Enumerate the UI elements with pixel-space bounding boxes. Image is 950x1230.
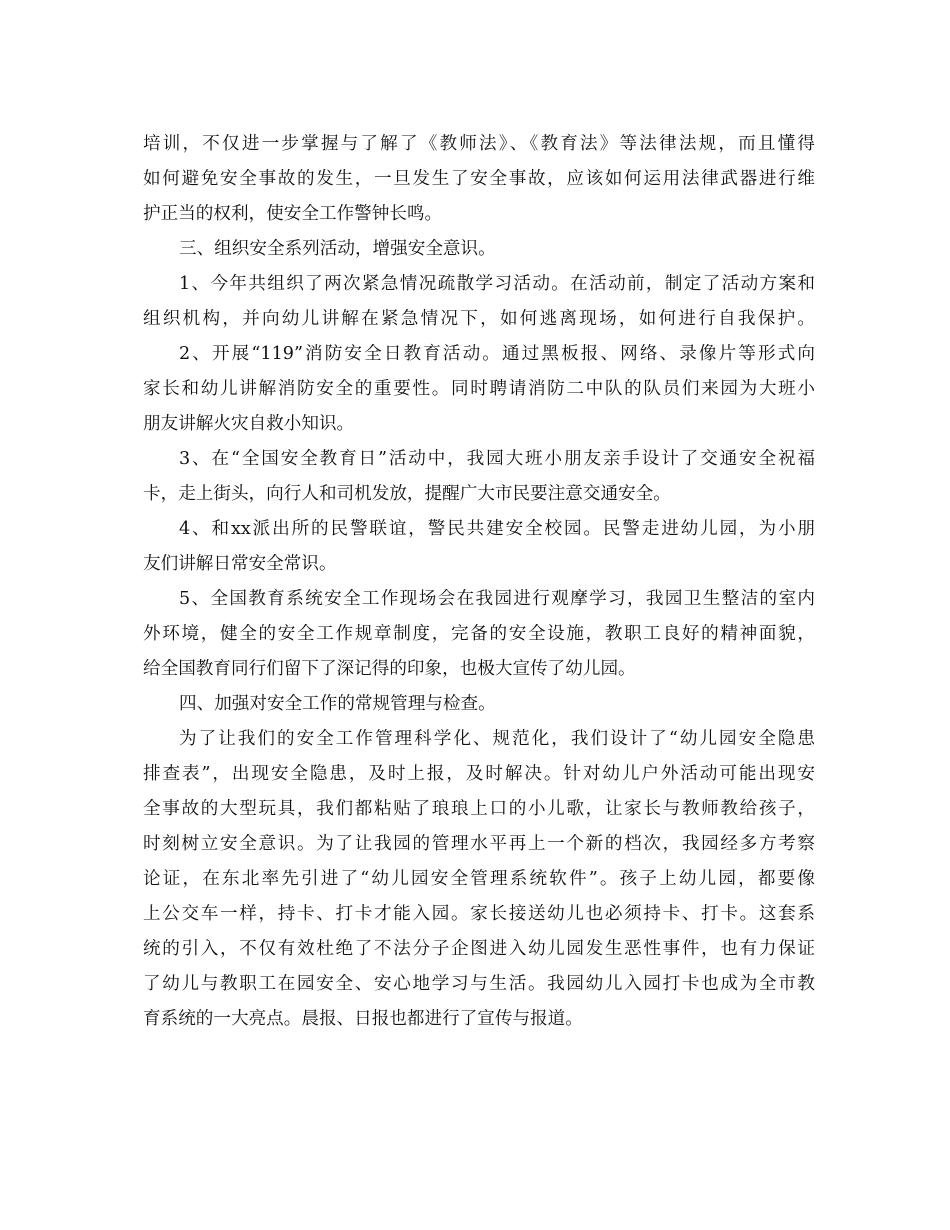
text-line: 4、和xx派出所的民警联谊，警民共建安全校园。民警走进幼儿园，为小朋 [179,519,815,539]
text-line: 排查表”，出现安全隐患，及时上报，及时解决。针对幼儿户外活动可能出现安 [143,764,815,784]
text-line: 论证，在东北率先引进了“幼儿园安全管理系统软件”。孩子上幼儿园，都要像 [143,869,815,889]
text-line: 外环境，健全的安全工作规章制度，完备的安全设施，教职工良好的精神面貌， [143,624,815,644]
text-line: 如何避免安全事故的发生，一旦发生了安全事故，应该如何运用法律武器进行维 [143,169,815,189]
text-line: 护正当的权利，使安全工作警钟长鸣。 [143,204,443,224]
text-line: 朋友讲解火灾自救小知识。 [143,414,355,434]
text-line: 为了让我们的安全工作管理科学化、规范化，我们设计了“幼儿园安全隐患 [179,729,815,749]
text-line: 3、在“全国安全教育日”活动中，我园大班小朋友亲手设计了交通安全祝福 [179,449,815,469]
text-line: 培训，不仅进一步掌握与了解了《教师法》、《教育法》等法律法规，而且懂得 [143,134,815,154]
text-line: 5、全国教育系统安全工作现场会在我园进行观摩学习，我园卫生整洁的室内 [179,589,815,609]
text-line: 卡，走上街头，向行人和司机发放，提醒广大市民要注意交通安全。 [143,484,671,504]
text-line: 时刻树立安全意识。为了让我园的管理水平再上一个新的档次，我园经多方考察 [143,834,815,854]
text-line: 育系统的一大亮点。晨报、日报也都进行了宣传与报道。 [143,1009,583,1029]
text-line: 全事故的大型玩具，我们都粘贴了琅琅上口的小儿歌，让家长与教师教给孩子， [143,799,815,819]
text-line: 1、今年共组织了两次紧急情况疏散学习活动。在活动前，制定了活动方案和 [179,274,815,294]
text-line: 家长和幼儿讲解消防安全的重要性。同时聘请消防二中队的队员们来园为大班小 [143,379,815,399]
section-heading: 四、加强对安全工作的常规管理与检查。 [179,694,496,714]
text-line: 组织机构，并向幼儿讲解在紧急情况下，如何逃离现场，如何进行自我保护。 [143,309,815,329]
text-line: 友们讲解日常安全常识。 [143,554,337,574]
text-line: 2、开展“119”消防安全日教育活动。通过黑板报、网络、录像片等形式向 [179,344,815,364]
document-body [143,127,815,1037]
text-line: 给全国教育同行们留下了深记得的印象，也极大宣传了幼儿园。 [143,659,636,679]
text-line: 统的引入，不仅有效杜绝了不法分子企图进入幼儿园发生恶性事件，也有力保证 [143,939,815,959]
text-line: 上公交车一样，持卡、打卡才能入园。家长接送幼儿也必须持卡、打卡。这套系 [143,904,815,924]
text-line: 了幼儿与教职工在园安全、安心地学习与生活。我园幼儿入园打卡也成为全市教 [143,974,815,994]
section-heading: 三、组织安全系列活动，增强安全意识。 [179,239,496,259]
